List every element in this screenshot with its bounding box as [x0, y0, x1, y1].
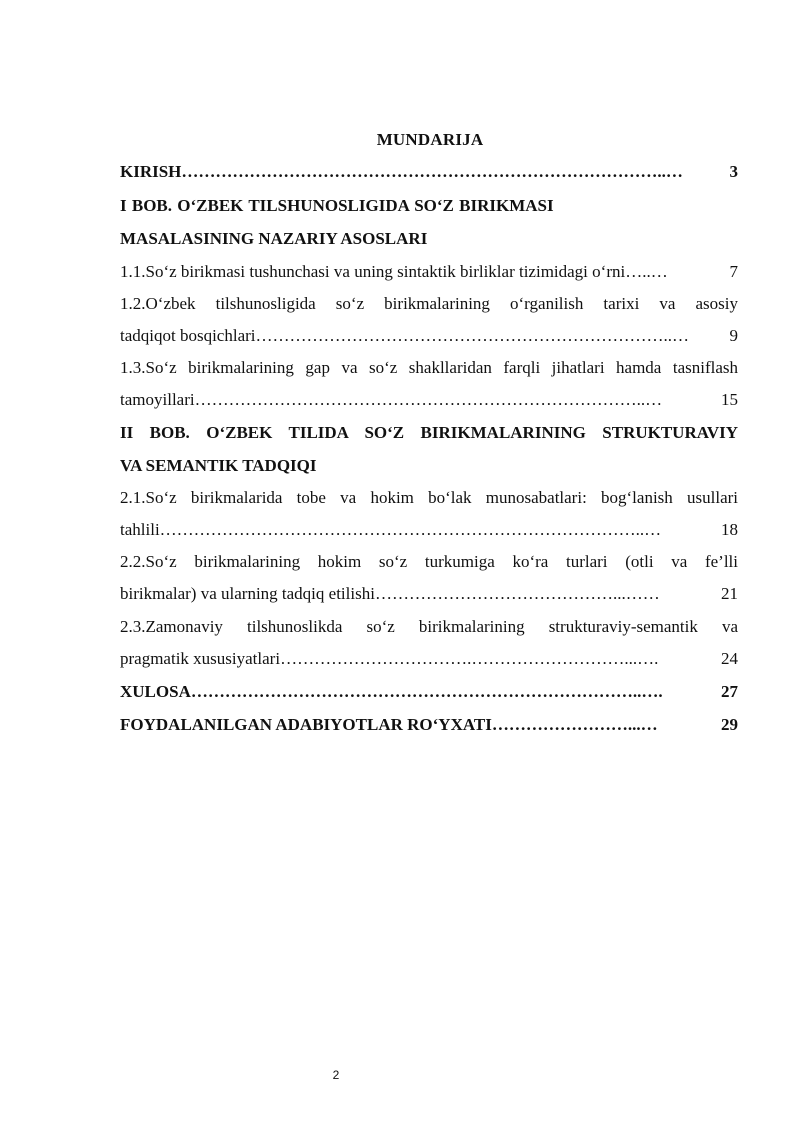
- toc-chapter-2-line-2: VA SEMANTIK TADQIQI: [120, 456, 317, 475]
- toc-leader: ……………………………………………………………………..…: [194, 390, 663, 409]
- toc-entry-2-2-line-1: 2.2.So‘z birikmalarining hokim so‘z turkumiga ko‘ra turlari (otli va fe’lli: [120, 552, 738, 571]
- toc-entry-2-3-line-1: 2.3.Zamonaviy tilshunoslikda so‘z birikmalarining strukturaviy-semantik va: [120, 617, 738, 636]
- toc-leader: ………………………………………………………………..…: [255, 326, 690, 345]
- toc-page-number: 9: [729, 326, 738, 345]
- toc-entry-1-2-line-2: [120, 326, 738, 346]
- toc-leader: …………………………………………………………………………..…: [159, 520, 662, 539]
- toc-entry-xulosa: [120, 682, 738, 702]
- toc-page-number: 7: [729, 262, 738, 281]
- toc-leader: …..…: [625, 262, 668, 281]
- toc-entry-label: XULOSA: [120, 682, 191, 701]
- toc-entry-adabiyotlar: [120, 715, 738, 735]
- toc-page-number: 18: [721, 520, 738, 539]
- toc-entry-label: tadqiqot bosqichlari: [120, 326, 256, 345]
- toc-entry-2-3-line-2: [120, 649, 738, 669]
- toc-page-number: 29: [721, 715, 738, 734]
- toc-leader: ……………………………………...……: [374, 584, 660, 603]
- toc-entry-2-1-line-2: [120, 520, 738, 540]
- toc-leader: ……………………………………………………………………..….: [190, 682, 663, 701]
- toc-chapter-2-line-1: II BOB. O‘ZBEK TILIDA SO‘Z BIRIKMALARINING STRUKTURAVIY: [120, 423, 738, 442]
- toc-entry-label: birikmalar) va ularning tadqiq etilishi: [120, 584, 375, 603]
- toc-entry-1-1: [120, 262, 738, 282]
- toc-entry-kirish: [120, 162, 738, 182]
- toc-entry-1-3-line-1: 1.3.So‘z birikmalarining gap va so‘z shakllaridan farqli jihatlari hamda tasniflash: [120, 358, 738, 377]
- toc-entry-label: tahlili: [120, 520, 160, 539]
- toc-chapter-1-line-2: MASALASINING NAZARIY ASOSLARI: [120, 229, 428, 248]
- toc-entry-label: FOYDALANILGAN ADABIYOTLAR RO‘YXATI: [120, 715, 492, 734]
- toc-chapter-1-line-1: I BOB. O‘ZBEK TILSHUNOSLIGIDA SO‘Z BIRIKMASI: [120, 196, 554, 215]
- toc-entry-1-3-line-2: [120, 390, 738, 410]
- toc-entry-1-2-line-1: 1.2.O‘zbek tilshunosligida so‘z birikmalarining o‘rganilish tarixi va asosiy: [120, 294, 738, 313]
- toc-leader: …………………………….………………………...….: [280, 649, 659, 668]
- toc-entry-label: tamoyillari: [120, 390, 195, 409]
- toc-entry-2-1-line-1: 2.1.So‘z birikmalarida tobe va hokim bo‘lak munosabatlari: bog‘lanish usullari: [120, 488, 738, 507]
- toc-entry-label: pragmatik xususiyatlari: [120, 649, 281, 668]
- toc-entry-2-2-line-2: [120, 584, 738, 604]
- toc-entry-label: 1.1.So‘z birikmasi tushunchasi va uning sintaktik birliklar tizimidagi o‘rni: [120, 262, 626, 281]
- toc-page-number: 21: [721, 584, 738, 603]
- toc-title: MUNDARIJA: [376, 130, 484, 149]
- toc-page-number: 27: [721, 682, 738, 701]
- toc-page-number: 15: [721, 390, 738, 409]
- toc-page-number: 24: [721, 649, 738, 668]
- toc-entry-label: KIRISH: [120, 162, 182, 181]
- page-number: 2: [332, 1068, 340, 1082]
- toc-page-number: 3: [729, 162, 738, 181]
- toc-leader: …………………………………………………………………………..…: [181, 162, 683, 181]
- toc-leader: ……………………...…: [491, 715, 658, 734]
